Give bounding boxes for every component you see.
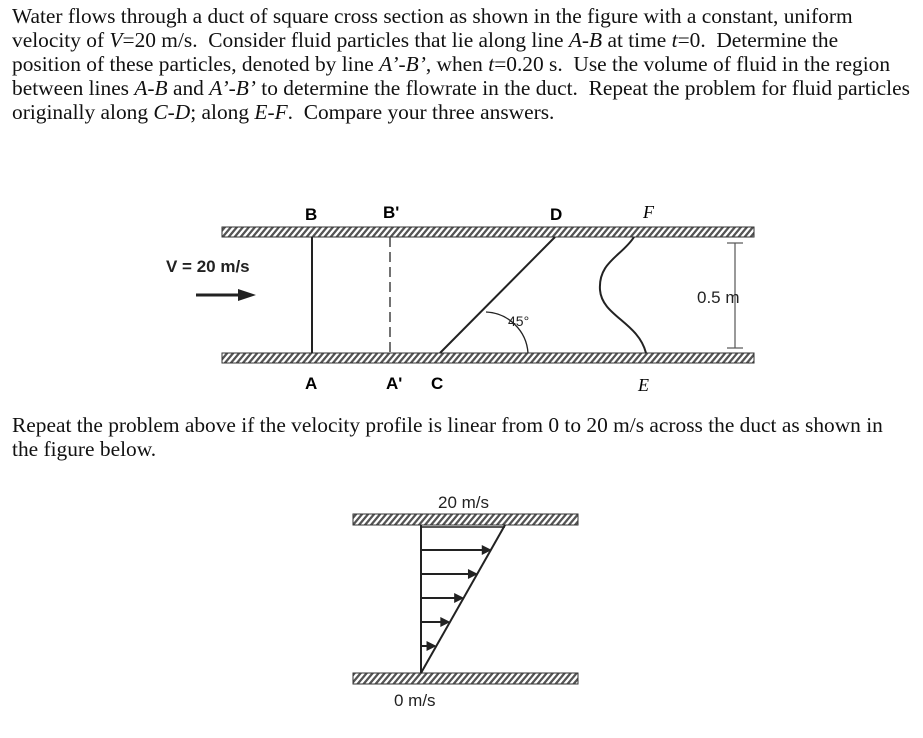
- fig2-bottom-velocity-label: 0 m/s: [394, 691, 436, 710]
- curve-e-f: [600, 237, 646, 353]
- p1-line-ef: E-F: [254, 100, 288, 124]
- label-d: D: [550, 205, 563, 224]
- p1-var-t2: t: [488, 52, 495, 76]
- top-wall: [222, 227, 754, 237]
- label-a-prime: A': [386, 374, 403, 393]
- problem-2-text: Repeat the problem above if the velocity profile is linear from 0 to 20 m/s across the duct as shown in the figure below.: [12, 413, 883, 461]
- p1-s5: , when: [425, 52, 489, 76]
- label-e: E: [638, 375, 649, 395]
- p1-s8: to determine the flowrate in the duct. Repeat the problem for fluid particles originally along: [12, 76, 910, 124]
- velocity-arrow-head-2: [468, 569, 478, 579]
- p1-var-v: V: [109, 28, 123, 52]
- velocity-arrow-head-1: [482, 545, 492, 555]
- velocity-arrows: [421, 545, 492, 651]
- p1-s10: . Compare your three answers.: [287, 100, 555, 124]
- p1-s2: =20 m/s. Consider fluid particles that lie along line: [122, 28, 569, 52]
- angle-label: 45°: [508, 313, 530, 329]
- bottom-wall: [222, 353, 754, 363]
- p1-s3: at time: [602, 28, 672, 52]
- p1-var-t: t: [671, 28, 678, 52]
- label-b: B: [305, 205, 318, 224]
- p1-line-cd: C-D: [153, 100, 191, 124]
- flow-arrow-head: [238, 289, 256, 301]
- p1-s4: =0. Determine the position of these particles, denoted by line: [12, 28, 839, 76]
- line-c-d: [440, 237, 555, 353]
- velocity-label: V = 20 m/s: [166, 257, 250, 276]
- p1-s1: Water flows through a duct of square cross section as shown in the figure with a constant, uniform velocity of: [12, 4, 853, 52]
- p1-s7: and: [167, 76, 210, 100]
- p1-line-a1b1: A’-B’: [379, 52, 426, 76]
- label-a: A: [305, 374, 318, 393]
- label-c: C: [431, 374, 444, 393]
- label-b-prime: B': [383, 203, 400, 222]
- figure-2-duct: [353, 514, 578, 684]
- fig2-top-velocity-label: 20 m/s: [438, 493, 490, 512]
- figure-1-duct: [196, 227, 754, 363]
- p1-line-ab2: A-B: [134, 76, 168, 100]
- p1-s9: ; along: [190, 100, 255, 124]
- p1-line-a1b1-2: A’-B’: [209, 76, 256, 100]
- p1-s6: =0.20 s. Use the volume of fluid in the region between lines: [12, 52, 891, 100]
- label-f: F: [643, 202, 654, 222]
- p1-line-ab: A-B: [568, 28, 603, 52]
- fig2-bottom-wall: [353, 673, 578, 684]
- fig2-top-wall: [353, 514, 578, 525]
- height-label: 0.5 m: [697, 288, 740, 307]
